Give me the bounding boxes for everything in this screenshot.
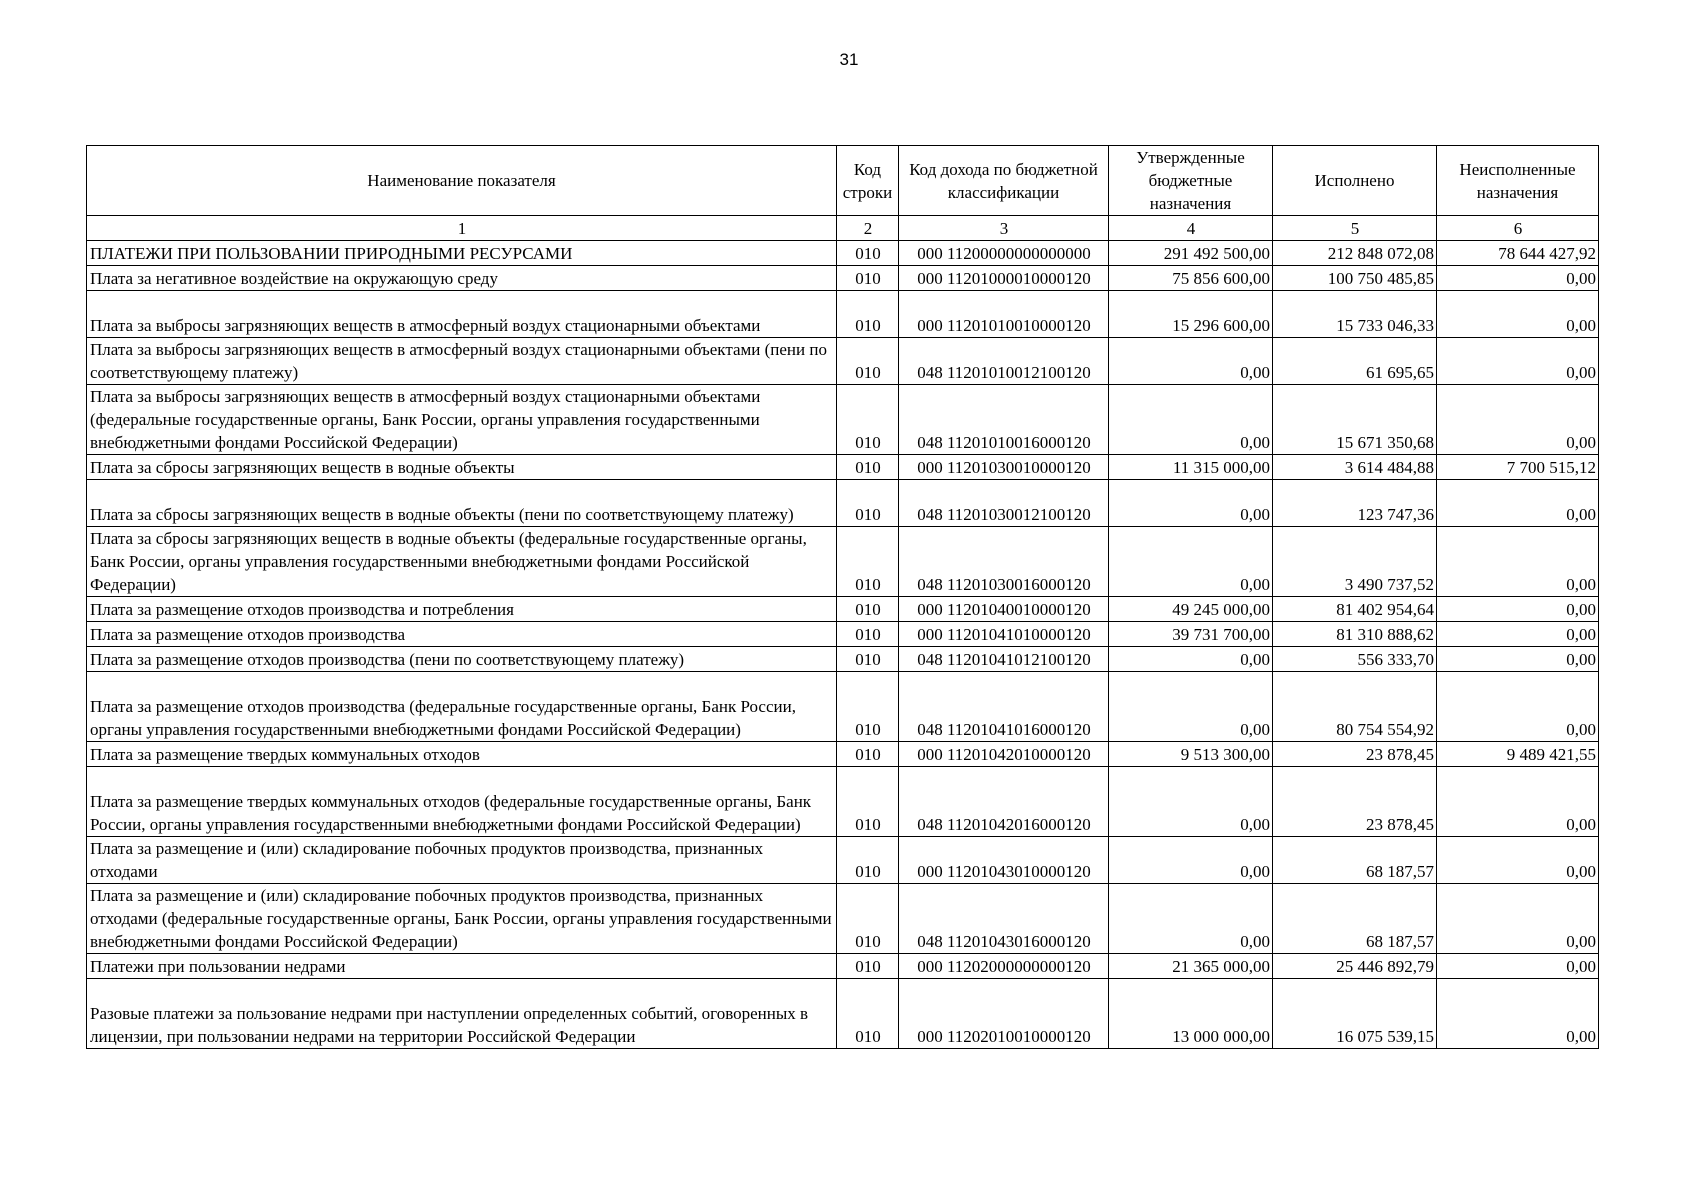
header-unexecuted: Неисполненные назначения [1437,146,1599,216]
column-number: 3 [899,216,1109,241]
header-approved: Утвержденные бюджетные назначения [1109,146,1273,216]
unexecuted-amount: 0,00 [1437,338,1599,385]
indicator-name: Плата за сбросы загрязняющих веществ в водные объекты (пени по соответствующему платежу) [87,480,837,527]
table-row [87,767,1599,837]
unexecuted-amount: 0,00 [1437,480,1599,527]
table-row [87,884,1599,954]
unexecuted-amount: 9 489 421,55 [1437,742,1599,767]
indicator-name: Плата за размещение твердых коммунальных отходов [87,742,837,767]
table-header-row [87,146,1599,216]
income-code: 000 11201030010000120 [899,455,1109,480]
table-row [87,742,1599,767]
unexecuted-amount: 0,00 [1437,979,1599,1049]
row-code: 010 [837,742,899,767]
income-code: 000 11201040010000120 [899,597,1109,622]
table-row [87,291,1599,338]
table-row [87,480,1599,527]
table-row [87,954,1599,979]
indicator-name: Плата за размещение и (или) складирование побочных продуктов производства, признанных отходами [87,837,837,884]
executed-amount: 68 187,57 [1273,837,1437,884]
row-code: 010 [837,241,899,266]
indicator-name: Плата за сбросы загрязняющих веществ в водные объекты (федеральные государственные органы, Банк России, органы управления государственными внебюджетными фондами Российской Федерации) [87,527,837,597]
approved-amount: 49 245 000,00 [1109,597,1273,622]
row-code: 010 [837,266,899,291]
unexecuted-amount: 7 700 515,12 [1437,455,1599,480]
row-code: 010 [837,455,899,480]
unexecuted-amount: 78 644 427,92 [1437,241,1599,266]
income-code: 000 11200000000000000 [899,241,1109,266]
executed-amount: 123 747,36 [1273,480,1437,527]
unexecuted-amount: 0,00 [1437,647,1599,672]
indicator-name: Плата за размещение отходов производства (федеральные государственные органы, Банк России, органы управления государственными внебюджетными фондами Российской Федерации) [87,672,837,742]
indicator-name: Плата за выбросы загрязняющих веществ в атмосферный воздух стационарными объектами [87,291,837,338]
executed-amount: 23 878,45 [1273,742,1437,767]
indicator-name: Плата за размещение отходов производства [87,622,837,647]
executed-amount: 15 671 350,68 [1273,385,1437,455]
row-code: 010 [837,385,899,455]
table-row [87,647,1599,672]
table-row [87,672,1599,742]
executed-amount: 23 878,45 [1273,767,1437,837]
header-executed: Исполнено [1273,146,1437,216]
table-row [87,455,1599,480]
table-row [87,837,1599,884]
indicator-name: Платежи при пользовании недрами [87,954,837,979]
row-code: 010 [837,837,899,884]
indicator-name: Плата за размещение отходов производства (пени по соответствующему платежу) [87,647,837,672]
approved-amount: 13 000 000,00 [1109,979,1273,1049]
executed-amount: 81 402 954,64 [1273,597,1437,622]
executed-amount: 15 733 046,33 [1273,291,1437,338]
income-code: 048 11201010016000120 [899,385,1109,455]
executed-amount: 68 187,57 [1273,884,1437,954]
table-row [87,385,1599,455]
income-code: 000 11202010010000120 [899,979,1109,1049]
approved-amount: 0,00 [1109,385,1273,455]
unexecuted-amount: 0,00 [1437,837,1599,884]
table-row [87,266,1599,291]
indicator-name: Плата за негативное воздействие на окружающую среду [87,266,837,291]
row-code: 010 [837,672,899,742]
approved-amount: 39 731 700,00 [1109,622,1273,647]
column-number: 2 [837,216,899,241]
unexecuted-amount: 0,00 [1437,266,1599,291]
unexecuted-amount: 0,00 [1437,385,1599,455]
column-number: 6 [1437,216,1599,241]
header-indicator-name: Наименование показателя [87,146,837,216]
approved-amount: 9 513 300,00 [1109,742,1273,767]
row-code: 010 [837,480,899,527]
approved-amount: 15 296 600,00 [1109,291,1273,338]
income-code: 000 11201010010000120 [899,291,1109,338]
income-code: 000 11201043010000120 [899,837,1109,884]
row-code: 010 [837,291,899,338]
approved-amount: 291 492 500,00 [1109,241,1273,266]
income-code: 048 11201030012100120 [899,480,1109,527]
executed-amount: 81 310 888,62 [1273,622,1437,647]
executed-amount: 61 695,65 [1273,338,1437,385]
approved-amount: 11 315 000,00 [1109,455,1273,480]
row-code: 010 [837,884,899,954]
income-code: 048 11201042016000120 [899,767,1109,837]
income-code: 000 11201041010000120 [899,622,1109,647]
unexecuted-amount: 0,00 [1437,954,1599,979]
table-row [87,527,1599,597]
row-code: 010 [837,622,899,647]
row-code: 010 [837,338,899,385]
approved-amount: 21 365 000,00 [1109,954,1273,979]
indicator-name: ПЛАТЕЖИ ПРИ ПОЛЬЗОВАНИИ ПРИРОДНЫМИ РЕСУРСАМИ [87,241,837,266]
executed-amount: 3 490 737,52 [1273,527,1437,597]
indicator-name: Плата за выбросы загрязняющих веществ в атмосферный воздух стационарными объектами (пени по соответствующему платежу) [87,338,837,385]
table-row [87,338,1599,385]
row-code: 010 [837,954,899,979]
unexecuted-amount: 0,00 [1437,884,1599,954]
approved-amount: 0,00 [1109,647,1273,672]
unexecuted-amount: 0,00 [1437,622,1599,647]
column-number: 4 [1109,216,1273,241]
page-number: 31 [839,50,859,69]
table-row [87,979,1599,1049]
income-code: 048 11201030016000120 [899,527,1109,597]
approved-amount: 0,00 [1109,884,1273,954]
budget-execution-table [86,145,1599,1049]
executed-amount: 556 333,70 [1273,647,1437,672]
income-code: 048 11201043016000120 [899,884,1109,954]
indicator-name: Плата за размещение твердых коммунальных отходов (федеральные государственные органы, Банк России, органы управления государственными внебюджетными фондами Российской Федерации) [87,767,837,837]
column-number-row [87,216,1599,241]
row-code: 010 [837,527,899,597]
unexecuted-amount: 0,00 [1437,291,1599,338]
row-code: 010 [837,647,899,672]
approved-amount: 0,00 [1109,837,1273,884]
column-number: 1 [87,216,837,241]
unexecuted-amount: 0,00 [1437,767,1599,837]
unexecuted-amount: 0,00 [1437,527,1599,597]
table-row [87,597,1599,622]
unexecuted-amount: 0,00 [1437,672,1599,742]
header-row-code: Код строки [837,146,899,216]
approved-amount: 0,00 [1109,338,1273,385]
executed-amount: 100 750 485,85 [1273,266,1437,291]
income-code: 048 11201010012100120 [899,338,1109,385]
income-code: 048 11201041012100120 [899,647,1109,672]
indicator-name: Плата за размещение и (или) складирование побочных продуктов производства, признанных отходами (федеральные государственные органы, Банк России, органы управления государственными внебюджетными фондами Российской Федерации) [87,884,837,954]
indicator-name: Плата за размещение отходов производства и потребления [87,597,837,622]
approved-amount: 75 856 600,00 [1109,266,1273,291]
indicator-name: Разовые платежи за пользование недрами при наступлении определенных событий, оговоренных в лицензии, при пользовании недрами на территории Российской Федерации [87,979,837,1049]
approved-amount: 0,00 [1109,672,1273,742]
executed-amount: 212 848 072,08 [1273,241,1437,266]
approved-amount: 0,00 [1109,527,1273,597]
row-code: 010 [837,767,899,837]
column-number: 5 [1273,216,1437,241]
approved-amount: 0,00 [1109,767,1273,837]
executed-amount: 80 754 554,92 [1273,672,1437,742]
executed-amount: 25 446 892,79 [1273,954,1437,979]
executed-amount: 3 614 484,88 [1273,455,1437,480]
income-code: 000 11201042010000120 [899,742,1109,767]
indicator-name: Плата за сбросы загрязняющих веществ в водные объекты [87,455,837,480]
executed-amount: 16 075 539,15 [1273,979,1437,1049]
header-income-code: Код дохода по бюджетной классификации [899,146,1109,216]
income-code: 000 11202000000000120 [899,954,1109,979]
unexecuted-amount: 0,00 [1437,597,1599,622]
income-code: 048 11201041016000120 [899,672,1109,742]
approved-amount: 0,00 [1109,480,1273,527]
row-code: 010 [837,597,899,622]
table-row [87,241,1599,266]
table-row [87,622,1599,647]
indicator-name: Плата за выбросы загрязняющих веществ в атмосферный воздух стационарными объектами (федеральные государственные органы, Банк России, органы управления государственными внебюджетными фондами Российской Федерации) [87,385,837,455]
income-code: 000 11201000010000120 [899,266,1109,291]
row-code: 010 [837,979,899,1049]
